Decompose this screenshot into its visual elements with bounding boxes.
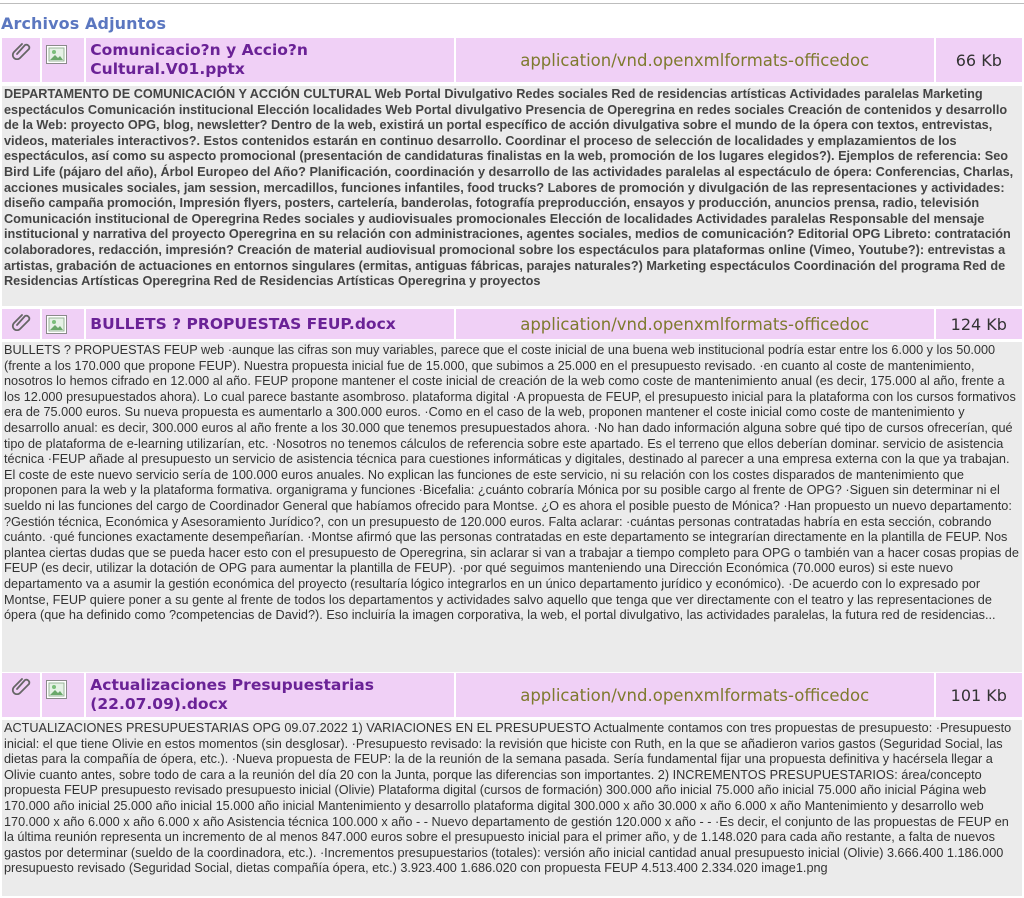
attachment-mime-type: application/vnd.openxmlformats-officedoc: [456, 38, 934, 82]
attachment-size: 124 Kb: [936, 309, 1022, 339]
attachment-preview-text: ACTUALIZACIONES PRESUPUESTARIAS OPG 09.07.2022 1) VARIACIONES EN EL PRESUPUESTO Actualmente contamos con tres propuestas de presupuesto: ·Presupuesto inicial: el que tiene Olivie en estos momentos (sin desglosar). ·Presupuesto revisado: la revisión que hiciste con Ruth, en la que se añadieron varios gastos (Seguridad Social, las dietas para la compañía de ópera, etc.). ·Nueva propuesta de FEUP: la de la reunión de la semana pasada. Sería fundamental fijar una propuesta definitiva y hacérsela llegar a Olivie cuanto antes, sobre todo de cara a la reunión del día 20 con la Junta, porque las diferencias son importantes. 2) INCREMENTOS PRESUPUESTARIOS: área/concepto propuesta FEUP presupuesto revisado presupuesto inicial (Olivie) Plataforma digital (cursos de formación) 300.000 año inicial 75.000 año inicial 75.000 año inicial Página web 170.000 año inicial 25.000 año inicial 15.000 año inicial Mantenimiento y desarrollo plataforma digital 300.000 x año 30.000 x año 6.000 x año Mantenimiento y desarrollo web 170.000 x año 6.000 x año 6.000 x año Asistencia técnica 100.000 x año - - Nuevo departamento de gestión 120.000 x año - - ·Es decir, el conjunto de las propuestas de FEUP en la última reunión representa un incremento de al menos 847.000 euros sobre el presupuesto inicial para el primer año, y de 1.148.020 para cada año restante, a falta de nuevos gastos por determinar (sueldo de la coordinadora, etc.). ·Incrementos presupuestarios (totales): versión año inicial cantidad anual presupuesto inicial (Olivie) 3.666.400 1.186.000 presupuesto revisado (Seguridad Social, dietas compañía ópera, etc.) 3.923.400 1.686.020 con propuesta FEUP 4.513.400 2.334.020 image1.png: [2, 720, 1022, 896]
attachment-header-2: [0, 309, 1024, 339]
image-thumbnail-icon[interactable]: [42, 38, 84, 82]
attachment-size: 101 Kb: [936, 673, 1022, 717]
image-thumbnail-icon[interactable]: [42, 673, 84, 717]
top-divider: [0, 3, 1024, 4]
paperclip-icon[interactable]: [2, 38, 40, 82]
attachment-header-1: [0, 38, 1024, 82]
attachment-name-link[interactable]: BULLETS ? PROPUESTAS FEUP.docx: [86, 309, 453, 339]
attachment-name-link[interactable]: Comunicacio?n y Accio?n Cultural.V01.pptx: [86, 38, 453, 82]
attachment-preview-text: BULLETS ? PROPUESTAS FEUP web ·aunque las cifras son muy variables, parece que el coste inicial de una buena web institucional podría estar entre los 6.000 y los 50.000 (frente a los 170.000 que propone FEUP). Nuestra propuesta inicial fue de 15.000, que subimos a 25.000 en el presupuesto revisado. ·en cuanto al coste de mantenimiento, nosotros lo hemos cifrado en 12.000 al año. FEUP propone mantener el coste inicial de creación de la web como coste de mantenimiento anual (es decir, 175.000 al año, frente a los 12.000 presupuestados ahora). Lo cual parece bastante asombroso. plataforma digital ·A propuesta de FEUP, el presupuesto inicial para la plataforma con los cursos formativos era de 75.000 euros. Su nueva propuesta es aumentarlo a 300.000 euros. ·Como en el caso de la web, proponen mantener el coste inicial como coste de mantenimiento y desarrollo anual: es decir, 300.000 euros al año frente a los 30.000 que tenemos presupuestados ahora. ·No han dado información alguna sobre qué tipo de cursos ofrecerían, qué tipo de plataforma de e-learning utilizarían, etc. ·Nosotros no tenemos cálculos de referencia sobre este apartado. Es el terreno que ellos deberían dominar. servicio de asistencia técnica ·FEUP añade al presupuesto un servicio de asistencia técnica para cuestiones informáticas y digitales, destinado al parecer a una empresa externa con la que ya trabajan. El coste de este nuevo servicio sería de 100.000 euros anuales. No explican las funciones de este servicio, ni su relación con los costes disparados de mantenimiento que proponen para la web y la plataforma formativa. organigrama y funciones ·Bicefalia: ¿cuánto cobraría Mónica por su posible cargo al frente de OPG? ·Siguen sin determinar ni el sueldo ni las funciones del cargo de Coordinador General que habíamos ofrecido para Montse. ¿O es ahora el posible puesto de Mónica? ·Han propuesto un nuevo departamento: ?Gestión técnica, Económica y Asesoramiento Jurídico?, con un presupuesto de 120.000 euros. Falta aclarar: ·cuántas personas contratadas habría en esta sección, cobrando cuánto. ·qué funciones exactamente desempeñarían. ·Montse afirmó que las personas contratadas en este departamento se integrarían directamente en la plantilla de FEUP. Nos plantea ciertas dudas que se pueda hacer esto con el presupuesto de Operegrina, sin aclarar si van a trabajar a tiempo completo para OPG o también van a hacer cosas propias de FEUP (es decir, utilizar la dotación de OPG para aumentar la plantilla de FEUP). ·por qué seguimos manteniendo una Dirección Económica (70.000 euros) si este nuevo departamento va a asumir la gestión económica del proyecto (resultaría lógico integrarlos en un único departamento jurídico y económico). ·De acuerdo con lo expresado por Montse, FEUP quiere poner a su gente al frente de todos los departamentos y actividades salvo aquello que tenga que ver directamente con el teatro y las representaciones de ópera (que ha definido como ?competencias de David?). Eso incluiría la imagen corporativa, la web, el portal divulgativo, las actividades paralelas, la futura red de residencias...: [2, 342, 1022, 672]
image-thumbnail-icon[interactable]: [42, 309, 84, 339]
section-title: Archivos Adjuntos: [1, 14, 167, 33]
attachment-name-link[interactable]: Actualizaciones Presupuestarias (22.07.09).docx: [86, 673, 453, 717]
attachment-header-3: [0, 673, 1024, 717]
attachment-mime-type: application/vnd.openxmlformats-officedoc: [456, 673, 934, 717]
attachment-size: 66 Kb: [936, 38, 1022, 82]
paperclip-icon[interactable]: [2, 309, 40, 339]
attachment-mime-type: application/vnd.openxmlformats-officedoc: [456, 309, 934, 339]
paperclip-icon[interactable]: [2, 673, 40, 717]
attachment-preview-text: DEPARTAMENTO DE COMUNICACIÓN Y ACCIÓN CULTURAL Web Portal Divulgativo Redes sociales Red de residencias artísticas Actividades paralelas Marketing espectáculos Comunicación institucional Elección localidades Web Portal divulgativo Presencia de Operegrina en redes sociales Creación de contenidos y desarrollo de la Web: proyecto OPG, blog, newsletter? Dentro de la web, existirá un portal específico de acción divulgativa sobre el mundo de la ópera con textos, entrevistas, videos, materiales interactivos?. Estos contenidos estarán en continuo desarrollo. Coordinar el proceso de selección de localidades y emplazamientos de los espectáculos, así como su aspecto promocional (presentación de candidaturas finalistas en la web, promoción de los lugares elegidos?). Ejemplos de referencia: Seo Bird Life (pájaro del año), Árbol Europeo del Año? Planificación, coordinación y desarrollo de las actividades paralelas al espectáculo de ópera: Conferencias, Charlas, acciones musicales sociales, jam session, mercadillos, funciones infantiles, food trucks? Labores de promoción y divulgación de las representaciones y actividades: diseño campaña promoción, Impresión flyers, posters, cartelería, banderolas, fotografía preproducción, ensayos y producción, anuncios prensa, radio, televisión Comunicación institucional de Operegrina Redes sociales y audiovisuales promocionales Elección de localidades Actividades paralelas Responsable del mensaje institucional y narrativa del proyecto Operegrina en su relación con administraciones, agentes sociales, medios de comunicación? Editorial OPG Libreto: contratación colaboradores, redacción, impresión? Creación de material audiovisual promocional sobre los espectáculos para plataformas online (Vimeo, Youtube?): entrevistas a artistas, grabación de actuaciones en entornos singulares (ermitas, antiguas fábricas, parajes naturales?) Marketing espectáculos Coordinación del programa Red de Residencias Artísticas Operegrina Red de Residencias Artísticas Operegrina y proyectos: [2, 86, 1022, 306]
